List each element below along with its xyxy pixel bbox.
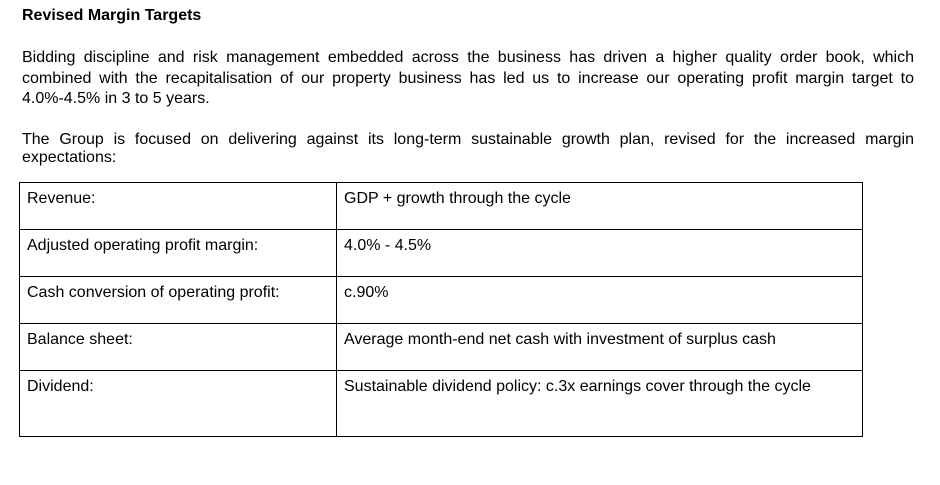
- table-row-balance-sheet: [20, 324, 863, 371]
- target-value: Sustainable dividend policy: c.3x earnings cover through the cycle: [337, 371, 863, 437]
- target-label: Adjusted operating profit margin:: [20, 230, 337, 277]
- growth-plan-paragraph: The Group is focused on delivering against its long-term sustainable growth plan, revised for the increased margin expectations:: [22, 131, 914, 166]
- target-label: Revenue:: [20, 183, 337, 230]
- target-label: Dividend:: [20, 371, 337, 437]
- target-label: Cash conversion of operating profit:: [20, 277, 337, 324]
- intro-paragraph: Bidding discipline and risk management embedded across the business has driven a higher quality order book, which combined with the recapitalisation of our property business has led us to increase our operating profit margin target to 4.0%-4.5% in 3 to 5 years.: [22, 49, 914, 107]
- table-row-dividend: [20, 371, 863, 437]
- target-value: GDP + growth through the cycle: [337, 183, 863, 230]
- table-row-margin: [20, 230, 863, 277]
- table-row-cash-conversion: [20, 277, 863, 324]
- targets-table: [19, 182, 863, 437]
- target-value: c.90%: [337, 277, 863, 324]
- target-value: Average month-end net cash with investment of surplus cash: [337, 324, 863, 371]
- table-row-revenue: [20, 183, 863, 230]
- section-heading: Revised Margin Targets: [22, 7, 202, 24]
- target-label: Balance sheet:: [20, 324, 337, 371]
- target-value: 4.0% - 4.5%: [337, 230, 863, 277]
